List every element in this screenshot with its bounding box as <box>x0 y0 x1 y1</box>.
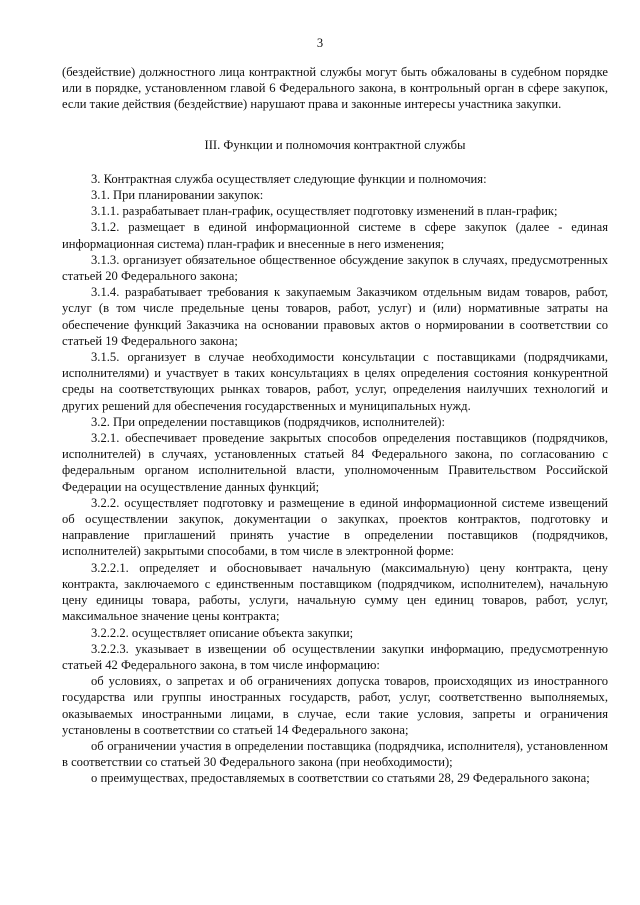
paragraph: о преимуществах, предоставляемых в соответствии со статьями 28, 29 Федерального закона; <box>91 771 590 786</box>
paragraph: об ограничении участия в определении поставщика (подрядчика, исполнителя), установленном в соответствии со статьей 30 Федерального закона (при необходимости); <box>62 738 608 770</box>
paragraph: 3.2.1. обеспечивает проведение закрытых способов определения поставщиков (подрядчиков, исполнителей) в случаях, установленных статьей 84 Федерального закона, по согласованию с федеральным органом исполнительной власти, уполномоченным Правительством Российской Федерации на осуществление данных функций; <box>62 431 608 494</box>
document-body <box>62 64 608 787</box>
paragraph: об условиях, о запретах и об ограничениях допуска товаров, происходящих из иностранного государства или группы иностранных государств, работ, услуг, соответственно выполняемых, оказываемых иностранными лицами, в случае, если такие условия, запреты и ограничения установлены в соответствии со статьей 14 Федерального закона; <box>62 674 608 737</box>
paragraph: 3.1.4. разрабатывает требования к закупаемым Заказчиком отдельным видам товаров, работ, услуг (в том числе предельные цены товаров, работ, услуг) и (или) нормативные затраты на обеспечение функций Заказчика на основании правовых актов о нормировании в соответствии со статьей 19 Федерального закона; <box>62 285 608 348</box>
paragraph: 3.2.2. осуществляет подготовку и размещение в единой информационной системе извещений об осуществлении закупок, документации о закупках, проектов контрактов, подготовку и направление приглашений принять участие в определении поставщиков (подрядчиков, исполнителей) закрытыми способами, в том числе в электронной форме: <box>62 495 608 559</box>
paragraph: 3.1.1. разрабатывает план-график, осуществляет подготовку изменений в план-график; <box>91 204 558 219</box>
paragraph: 3.2.2.2. осуществляет описание объекта закупки; <box>91 625 354 640</box>
paragraph: 3.1. При планировании закупок: <box>91 188 264 203</box>
paragraph-continued: (бездействие) должностного лица контрактной службы могут быть обжалованы в судебном порядке или в порядке, установленном главой 6 Федерального закона, в контрольный орган в сфере закупок, если такие действия (бездействие) нарушают права и законные интересы участника закупки. <box>62 65 608 112</box>
paragraph: 3.1.2. размещает в единой информационной системе в сфере закупок (далее - единая информационная система) план-график и внесенные в него изменения; <box>62 220 608 251</box>
section-heading: III. Функции и полномочия контрактной службы <box>204 137 466 152</box>
paragraph: 3.1.3. организует обязательное общественное обсуждение закупок в случаях, предусмотренных статьей 20 Федерального закона; <box>62 252 608 284</box>
paragraph: 3. Контрактная служба осуществляет следующие функции и полномочия: <box>91 171 487 186</box>
paragraph: 3.1.5. организует в случае необходимости консультации с поставщиками (подрядчиками, исполнителями) и участвует в таких консультациях в целях определения состояния конкурентной среды на соответствующих рынках товаров, работ, услуг, определения наилучших технологий и других решений для обеспечения государственных и муниципальных нужд. <box>62 350 608 413</box>
page-number: 3 <box>316 36 324 50</box>
paragraph: 3.2. При определении поставщиков (подрядчиков, исполнителей): <box>91 414 445 429</box>
paragraph: 3.2.2.1. определяет и обосновывает начальную (максимальную) цену контракта, цену контракта, заключаемого с единственным поставщиком (подрядчиком, исполнителем), начальную цену единицы товара, работы, услуги, начальную сумму цен единиц товаров, работ, услуг, максимальное значение цены контракта; <box>62 560 608 624</box>
paragraph: 3.2.2.3. указывает в извещении об осуществлении закупки информацию, предусмотренную статьей 42 Федерального закона, в том числе информацию: <box>62 641 608 672</box>
